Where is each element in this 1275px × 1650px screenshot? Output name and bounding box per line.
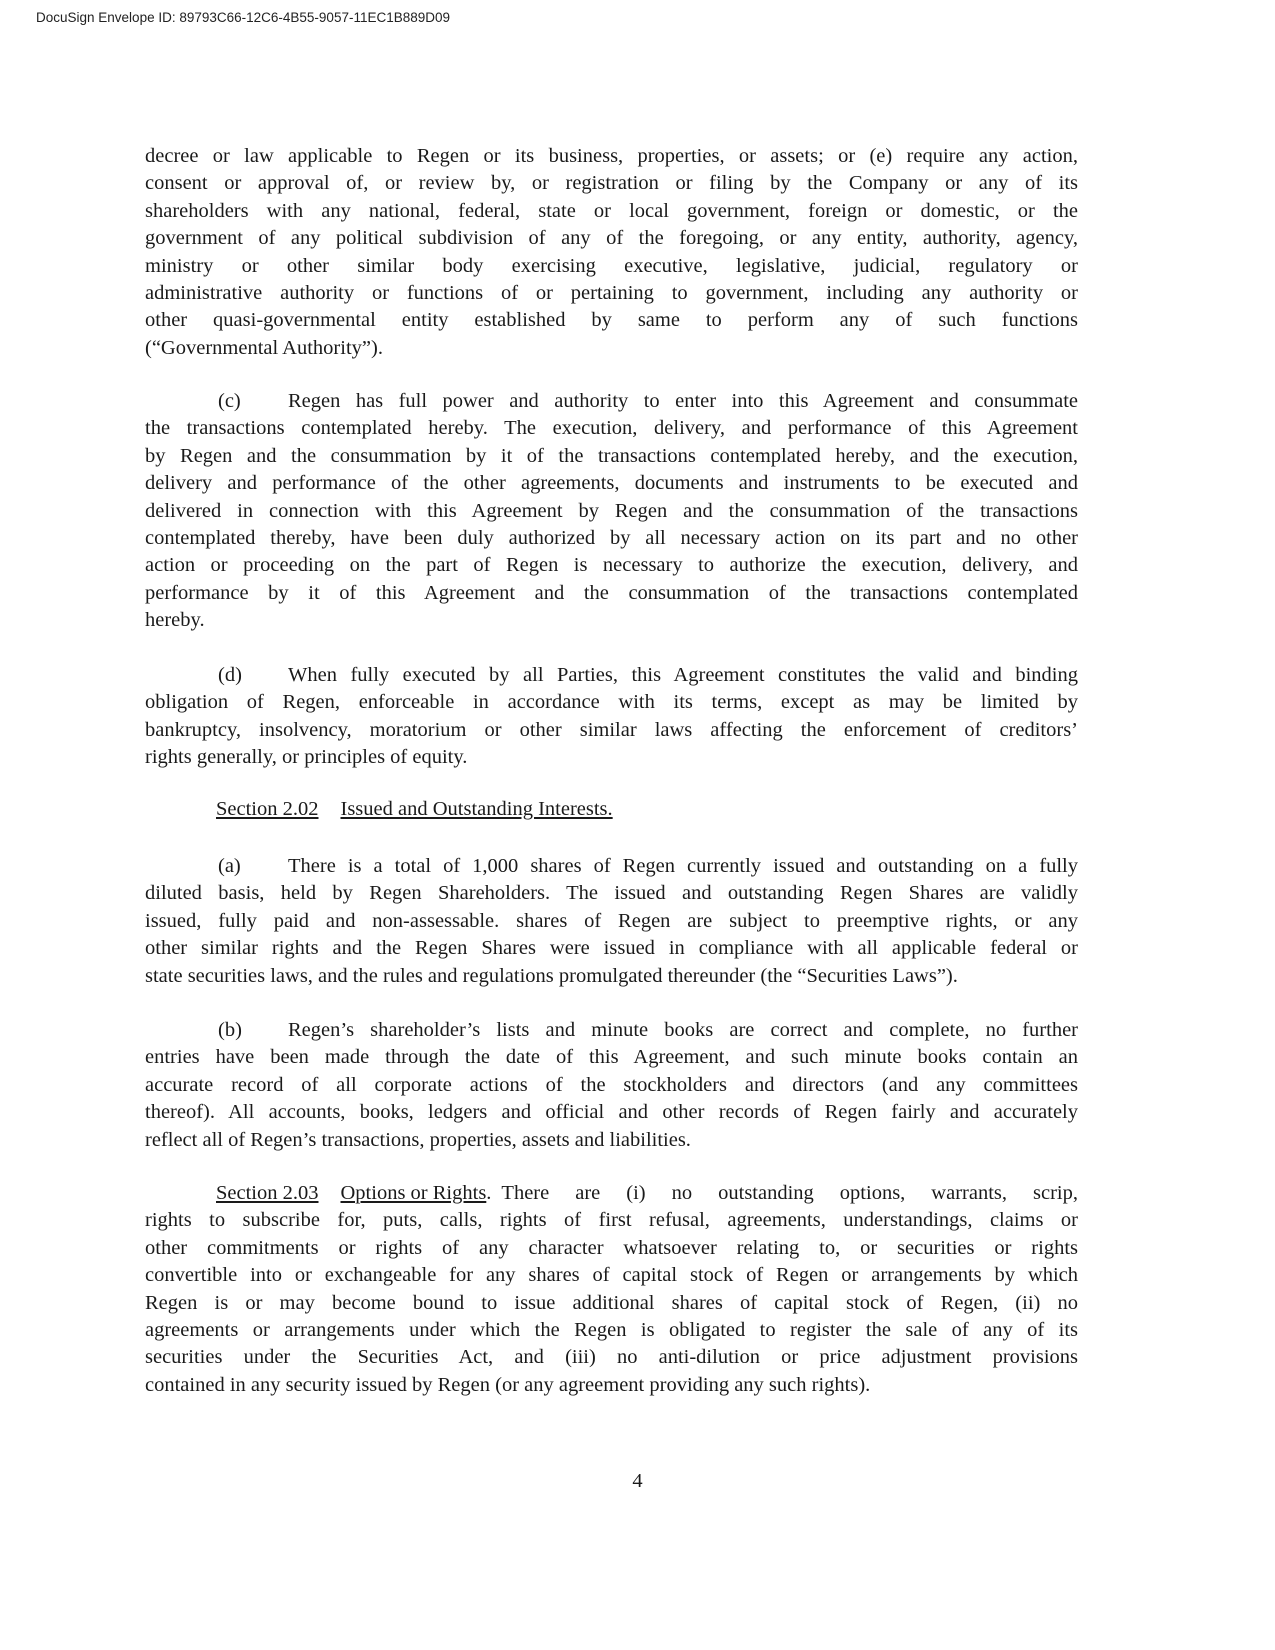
text-line: bankruptcy, insolvency, moratorium or other similar laws affecting the enforcement of creditors’ [145,718,1078,741]
text-line: (“Governmental Authority”). [145,336,383,359]
text-line: other commitments or rights of any character whatsoever relating to, or securities or rights [145,1236,1078,1259]
paragraph-label: (c) [218,390,241,412]
page-number: 4 [632,1470,643,1492]
paragraph-a [145,853,1078,990]
text-line: delivered in connection with this Agreement by Regen and the consummation of the transactions [145,499,1078,522]
text-line: securities under the Securities Act, and (iii) no anti-dilution or price adjustment provisions [145,1346,1078,1369]
text-line: accurate record of all corporate actions of the stockholders and directors (and any committees [145,1073,1078,1096]
text-line: contained in any security issued by Regen (or any agreement providing any such rights). [145,1373,871,1396]
text-line-content: When fully executed by all Parties, this Agreement constitutes the valid and binding [288,664,1078,686]
paragraph-intro [145,143,1078,362]
text-line: performance by it of this Agreement and the consummation of the transactions contemplated [145,581,1078,604]
text-line: thereof). All accounts, books, ledgers and official and other records of Regen fairly and accurately [145,1101,1078,1124]
text-line: agreements or arrangements under which the Regen is obligated to register the sale of any of its [145,1318,1078,1341]
text-line: convertible into or exchangeable for any shares of capital stock of Regen or arrangements by which [145,1264,1078,1287]
text-line: action or proceeding on the part of Regen is necessary to authorize the execution, delivery, and [145,554,1078,577]
docusign-envelope-id: DocuSign Envelope ID: 89793C66-12C6-4B55-9057-11EC1B889D09 [36,10,451,25]
text-line [145,1017,1078,1044]
text-line: the transactions contemplated hereby. The execution, delivery, and performance of this Agreement [145,417,1078,440]
section-2-03-first-line [145,1180,1078,1207]
section-2-03 [145,1180,1078,1399]
text-line: rights to subscribe for, puts, calls, rights of first refusal, agreements, understandings, claims or [145,1209,1078,1232]
text-line: decree or law applicable to Regen or its business, properties, or assets; or (e) require any action, [145,145,1078,167]
text-line: obligation of Regen, enforceable in accordance with its terms, except as may be limited by [145,691,1078,714]
text-line: reflect all of Regen’s transactions, properties, assets and liabilities. [145,1128,691,1151]
section-title-period: . [486,1182,492,1204]
section-number: Section 2.02 [216,798,319,820]
paragraph-c [145,388,1078,635]
text-line: shareholders with any national, federal, state or local government, foreign or domestic, or the [145,199,1078,222]
paragraph-b [145,1017,1078,1154]
section-title: Issued and Outstanding Interests. [340,798,613,820]
text-line: other similar rights and the Regen Shares were issued in compliance with all applicable federal or [145,937,1078,960]
text-line [145,853,1078,880]
text-line: by Regen and the consummation by it of the transactions contemplated hereby, and the execution, [145,444,1078,467]
text-line: diluted basis, held by Regen Shareholders. The issued and outstanding Regen Shares are validly [145,882,1078,905]
text-line: administrative authority or functions of or pertaining to government, including any authority or [145,281,1078,304]
section-2-02-heading [216,796,613,823]
text-line: contemplated thereby, have been duly authorized by all necessary action on its part and no other [145,526,1078,549]
text-line: other quasi-governmental entity established by same to perform any of such functions [145,309,1078,332]
paragraph-label: (b) [218,1019,242,1041]
paragraph-label: (a) [218,855,241,877]
text-line: government of any political subdivision of any of the foregoing, or any entity, authority, agency, [145,227,1078,250]
text-line: consent or approval of, or review by, or registration or filing by the Company or any of its [145,172,1078,195]
section-number: Section 2.03 [216,1182,319,1204]
section-2-03-heading [216,1180,491,1207]
text-line: entries have been made through the date of this Agreement, and such minute books contain an [145,1046,1078,1069]
text-line: hereby. [145,609,205,632]
section-title: Options or Rights [340,1182,487,1204]
text-line: state securities laws, and the rules and regulations promulgated thereunder (the “Securities Laws”). [145,964,958,987]
text-line-content: There is a total of 1,000 shares of Regen currently issued and outstanding on a fully [288,855,1078,877]
text-line: ministry or other similar body exercising executive, legislative, judicial, regulatory or [145,254,1078,277]
text-line: There are (i) no outstanding options, warrants, scrip, [501,1182,1078,1204]
text-line [145,662,1078,689]
text-line-content: Regen has full power and authority to enter into this Agreement and consummate [288,390,1078,412]
paragraph-d [145,662,1078,772]
text-line: Regen is or may become bound to issue additional shares of capital stock of Regen, (ii) no [145,1291,1078,1314]
text-line: delivery and performance of the other agreements, documents and instruments to be executed and [145,472,1078,495]
text-line [145,388,1078,415]
text-line: issued, fully paid and non-assessable. shares of Regen are subject to preemptive rights, or any [145,909,1078,932]
text-line: rights generally, or principles of equity. [145,746,468,769]
text-line-content: Regen’s shareholder’s lists and minute books are correct and complete, no further [288,1019,1078,1041]
paragraph-label: (d) [218,664,242,686]
